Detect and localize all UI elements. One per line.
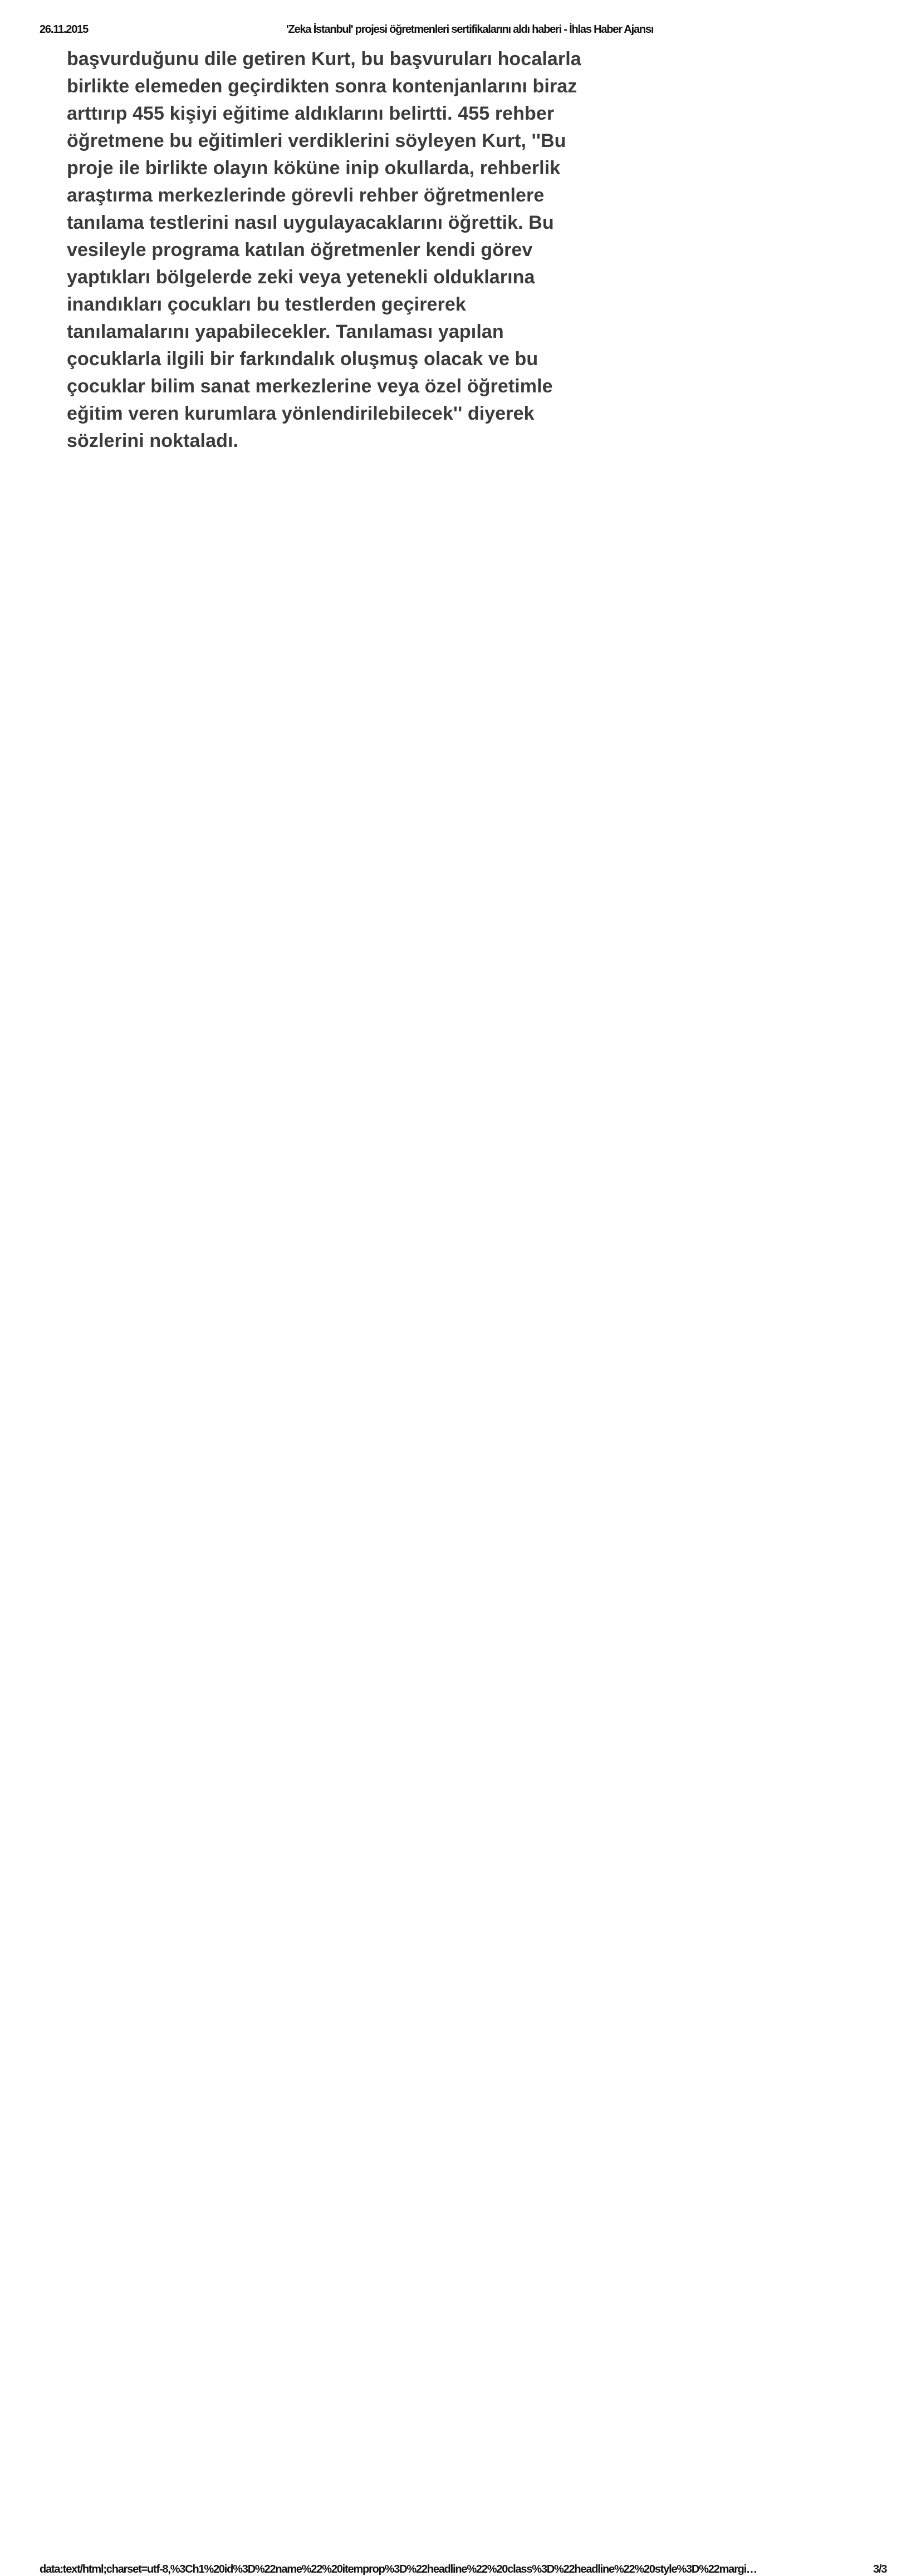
article-line: arttırıp 455 kişiyi eğitime aldıklarını belirtti. 455 rehber	[67, 103, 555, 124]
print-page-title: 'Zeka İstanbul' projesi öğretmenleri sertifikalarını aldı haberi - İhlas Haber Ajansı	[286, 23, 654, 36]
article-line: öğretmene bu eğitimleri verdiklerini söyleyen Kurt, ''Bu	[67, 130, 566, 151]
article-line: çocuklar bilim sanat merkezlerine veya özel öğretimle	[67, 376, 553, 397]
article-line: birlikte elemeden geçirdikten sonra kontenjanlarını biraz	[67, 76, 577, 97]
print-footer	[0, 1280, 921, 2575]
article-line: başvurduğunu dile getiren Kurt, bu başvuruları hocalarla	[67, 48, 581, 70]
article-line: araştırma merkezlerinde görevli rehber öğretmenlere	[67, 185, 545, 206]
article-line: tanılamalarını yapabilecekler. Tanılaması yapılan	[67, 321, 504, 342]
article-line: inandıkları çocukları bu testlerden geçirerek	[67, 294, 466, 315]
article-line: tanılama testlerini nasıl uygulayacaklarını öğrettik. Bu	[67, 212, 554, 233]
print-date: 26.11.2015	[40, 23, 88, 36]
print-page-number: 3/3	[873, 2563, 887, 2575]
article-line: vesileyle programa katılan öğretmenler kendi görev	[67, 239, 533, 260]
article-line: sözlerini noktaladı.	[67, 430, 239, 451]
article-line: yaptıkları bölgelerde zeki veya yetenekli olduklarına	[67, 267, 535, 288]
article-line: eğitim veren kurumlara yönlendirilebilecek'' diyerek	[67, 403, 535, 424]
print-source-url: data:text/html;charset=utf-8,%3Ch1%20id%3D%22name%22%20itemprop%3D%22headline%22%20class%3D%22headline%22%20style%3D%22margi…	[40, 2563, 757, 2575]
article-line: çocuklarla ilgili bir farkındalık oluşmuş olacak ve bu	[67, 348, 538, 370]
article-body	[67, 46, 624, 455]
article-line: proje ile birlikte olayın köküne inip okullarda, rehberlik	[67, 158, 561, 179]
